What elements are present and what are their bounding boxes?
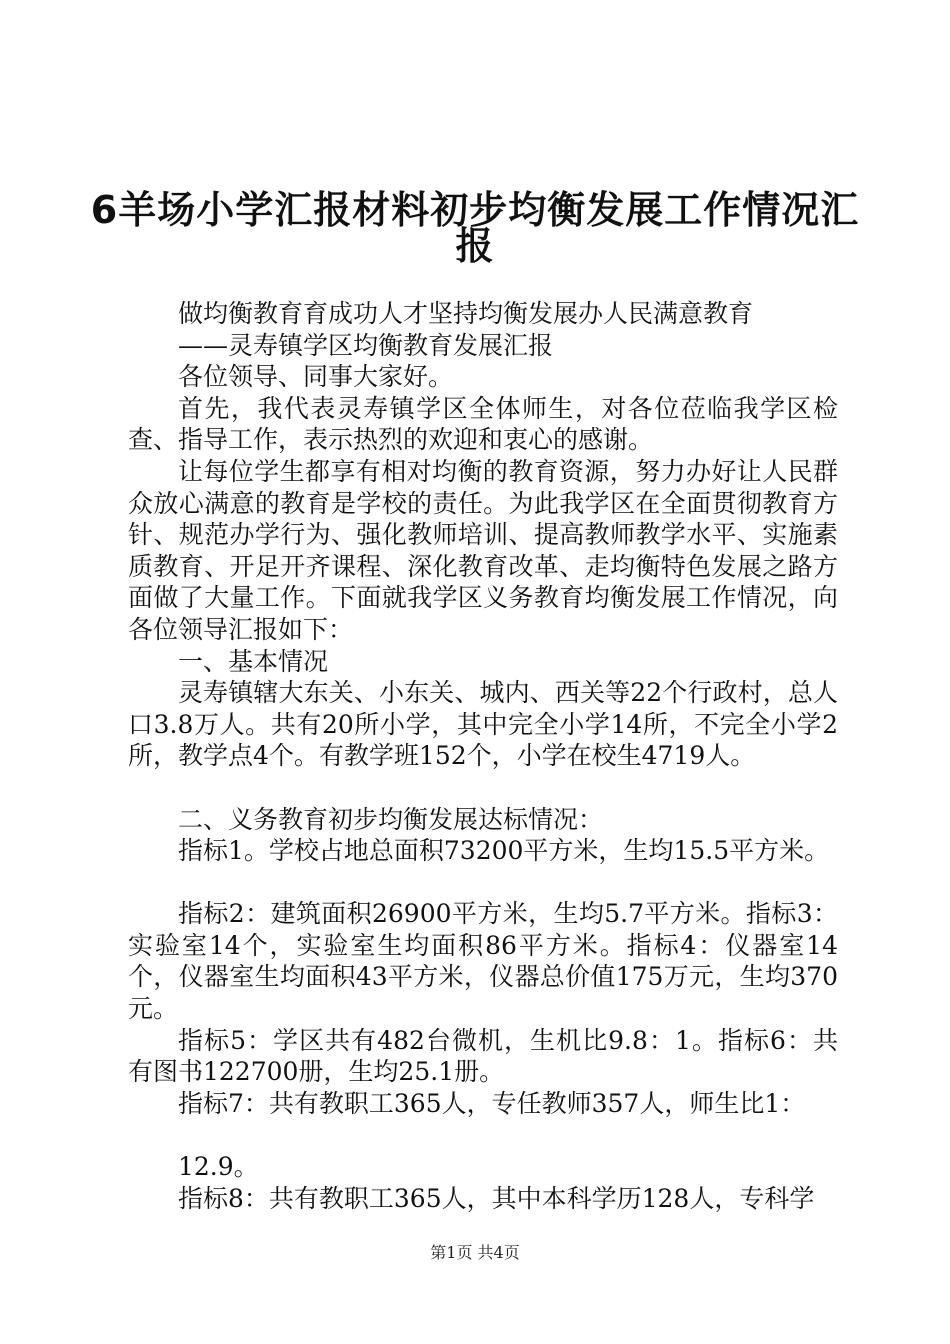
paragraph-basic-info: 灵寿镇辖大东关、小东关、城内、西关等22个行政村，总人口3.8万人。共有20所小学，其中完全小学14所，不完全小学2所，教学点4个。有教学班152个，小学在校生4719人。 <box>128 678 838 771</box>
paragraph-greeting: 各位领导、同事大家好。 <box>178 362 454 392</box>
paragraph-indicator-7-ratio: 12.9。 <box>178 1152 259 1182</box>
paragraph-heading: 做均衡教育育成功人才坚持均衡发展办人民满意教育 <box>178 299 754 328</box>
document-title-line1: 6羊场小学汇报材料初步均衡发展工作情况汇 <box>90 188 860 232</box>
paragraph-indicator-5-6: 指标5：学区共有482台微机，生机比9.8：1。指标6：共有图书122700册，生均25.1册。 <box>128 1025 838 1087</box>
paragraph-indicator-8: 指标8：共有教职工365人，其中本科学历128人，专科学 <box>178 1183 815 1213</box>
paragraph-indicator-1: 指标1。学校占地总面积73200平方米，生均15.5平方米。 <box>178 836 830 866</box>
paragraph-welcome: 首先，我代表灵寿镇学区全体师生，对各位莅临我学区检查、指导工作，表示热烈的欢迎和衷心的感谢。 <box>128 393 838 455</box>
paragraph-subheading: ——灵寿镇学区均衡教育发展汇报 <box>178 330 554 360</box>
paragraph-indicator-7: 指标7：共有教职工365人，专任教师357人，师生比1： <box>178 1088 806 1118</box>
section-heading-basic: 一、基本情况 <box>178 646 329 676</box>
page-footer: 第1页 共4页 <box>430 1243 520 1262</box>
section-heading-standards: 二、义务教育初步均衡发展达标情况： <box>178 804 604 834</box>
document-title-line2: 报 <box>455 224 495 268</box>
paragraph-indicator-2-4: 指标2：建筑面积26900平方米，生均5.7平方米。指标3：实验室14个，实验室生均面积86平方米。指标4：仪器室14个，仪器室生均面积43平方米，仪器总价值175万元，生均370元。 <box>128 899 838 1024</box>
document-body <box>128 298 838 1214</box>
paragraph-intro: 让每位学生都享有相对均衡的教育资源，努力办好让人民群众放心满意的教育是学校的责任。为此我学区在全面贯彻教育方针、规范办学行为、强化教师培训、提高教师教学水平、实施素质教育、开足开齐课程、深化教育改革、走均衡特色发展之路方面做了大量工作。下面就我学区义务教育均衡发展工作情况，向各位领导汇报如下： <box>128 456 838 644</box>
